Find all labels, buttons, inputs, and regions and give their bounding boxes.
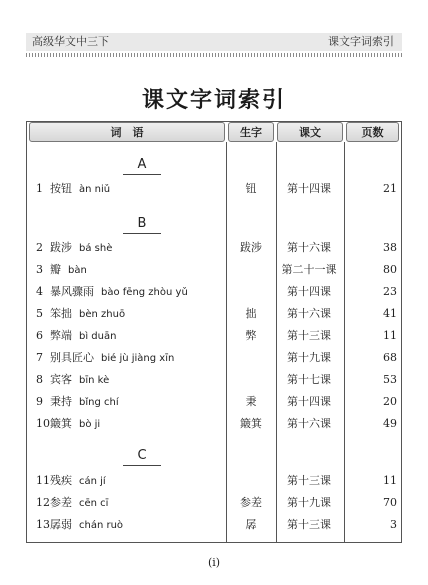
entry-word: 瓣 bàn [50,263,87,276]
section-letter-c: C [123,449,161,466]
entry-shengzi: 弊 [245,329,257,342]
entry-pinyin: cán jí [79,476,106,487]
book-title: 高级华文中三下 [32,35,109,48]
entry-word: 孱弱 chán ruò [50,518,124,531]
entry-page: 68 [383,351,397,364]
table-row [27,305,401,323]
entry-lesson: 第十九课 [287,496,331,509]
entry-number: 2 [36,241,43,254]
table-row [27,261,401,279]
entry-pinyin: bīn kè [79,375,110,386]
entry-number: 1 [36,182,43,195]
table-row [27,283,401,301]
entry-number: 7 [36,351,43,364]
entry-pinyin: bá shè [79,243,113,254]
entry-number: 10 [36,417,50,430]
section-letter-a: A [123,158,161,175]
entry-page: 49 [383,417,397,430]
entry-word: 暴风骤雨 bào fēng zhòu yǔ [50,285,188,298]
entry-pinyin: bì duān [79,331,117,342]
entry-lesson: 第二十一课 [281,263,337,276]
entry-shengzi: 孱 [245,518,257,531]
entry-word: 跋涉 bá shè [50,241,113,254]
column-header-page: 页数 [346,122,399,142]
entry-lesson: 第十九课 [287,351,331,364]
entry-shengzi: 簸箕 [240,417,262,430]
entry-page: 53 [383,373,397,386]
page-number: (i) [207,556,221,569]
table-row [27,180,401,198]
entry-lesson: 第十三课 [287,474,331,487]
entry-number: 3 [36,263,43,276]
entry-number: 5 [36,307,43,320]
entry-word: 秉持 bǐng chí [50,395,119,408]
entry-lesson: 第十七课 [287,373,331,386]
entry-page: 80 [383,263,397,276]
table-row [27,516,401,534]
entry-lesson: 第十三课 [287,329,331,342]
entry-lesson: 第十四课 [287,182,331,195]
entry-pinyin: bié jù jiàng xīn [101,353,175,364]
table-row [27,371,401,389]
entry-page: 11 [383,474,397,487]
entry-pinyin: chán ruò [79,520,124,531]
entry-lesson: 第十三课 [287,518,331,531]
entry-page: 70 [383,496,397,509]
entry-page: 3 [390,518,397,531]
column-header-shengzi: 生字 [228,122,274,142]
entry-page: 20 [383,395,397,408]
entry-word: 别具匠心 bié jù jiàng xīn [50,351,175,364]
section-letter-b: B [123,217,161,234]
table-row [27,472,401,490]
entry-page: 41 [383,307,397,320]
entry-lesson: 第十六课 [287,307,331,320]
header-rule [26,53,402,57]
table-row [27,349,401,367]
entry-number: 11 [36,474,50,487]
entry-word: 参差 cēn cī [50,496,109,509]
table-row [27,415,401,433]
entry-number: 13 [36,518,50,531]
entry-pinyin: bèn zhuō [79,309,126,320]
entry-lesson: 第十四课 [287,395,331,408]
column-header-lesson: 课文 [277,122,343,142]
entry-word: 宾客 bīn kè [50,373,110,386]
entry-lesson: 第十六课 [287,241,331,254]
index-table [26,121,402,543]
entry-pinyin: bò ji [79,419,101,430]
entry-shengzi: 跋涉 [240,241,262,254]
entry-word: 笨拙 bèn zhuō [50,307,126,320]
page-title: 课文字词索引 [141,88,286,113]
section-title: 课文字词索引 [328,35,394,48]
entry-shengzi: 拙 [245,307,257,320]
entry-pinyin: bǐng chí [79,397,119,408]
entry-shengzi: 参差 [240,496,262,509]
entry-page: 21 [383,182,397,195]
entry-pinyin: bàn [68,265,87,276]
entry-word: 按钮 àn niǔ [50,182,111,195]
entry-pinyin: àn niǔ [79,184,111,195]
table-row [27,393,401,411]
entry-page: 38 [383,241,397,254]
table-row [27,327,401,345]
entry-number: 6 [36,329,43,342]
entry-number: 4 [36,285,43,298]
entry-word: 残疾 cán jí [50,474,106,487]
entry-number: 12 [36,496,50,509]
entry-shengzi: 钮 [245,182,257,195]
entry-word: 簸箕 bò ji [50,417,101,430]
entry-pinyin: bào fēng zhòu yǔ [101,287,188,298]
entry-page: 11 [383,329,397,342]
entry-lesson: 第十六课 [287,417,331,430]
running-header [26,33,402,51]
table-row [27,239,401,257]
entry-number: 8 [36,373,43,386]
entry-shengzi: 秉 [245,395,257,408]
table-row [27,494,401,512]
column-header-word: 词 语 [29,122,225,142]
entry-lesson: 第十四课 [287,285,331,298]
entry-word: 弊端 bì duān [50,329,117,342]
entry-number: 9 [36,395,43,408]
entry-page: 23 [383,285,397,298]
entry-pinyin: cēn cī [79,498,109,509]
